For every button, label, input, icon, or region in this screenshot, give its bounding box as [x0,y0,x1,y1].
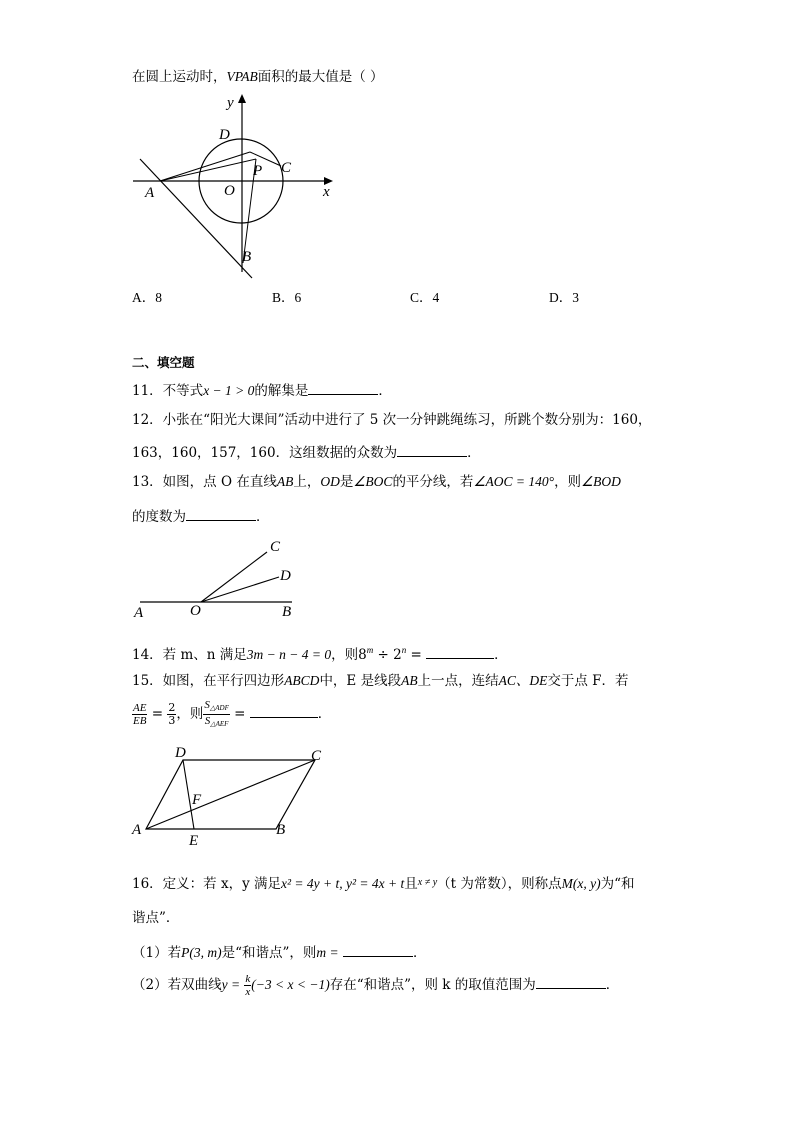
answer-blank[interactable] [250,703,318,718]
q11: 11．不等式x − 1 > 0的解集是 ． [132,380,392,400]
label-c: C [270,539,281,555]
answer-blank[interactable] [397,442,467,457]
label-d: D [280,568,291,584]
label-a: A [132,822,142,838]
fraction-k-over-x: $\frac{k}{x}$ [245,973,251,998]
label-o: O [224,183,235,199]
ray-od [201,577,279,602]
label-o: O [190,603,201,619]
label-c: C [281,160,292,176]
q14: 14．若 m、n 满足3m − n − 4 = 0，则$8^m \div 2^n$ = ． [132,645,508,663]
ray-oc [201,552,267,602]
answer-blank[interactable] [536,974,606,989]
label-d: D [175,745,186,761]
label-a: A [145,185,155,201]
line-ab [140,159,252,278]
option-b: B．6 [272,290,302,305]
label-b: B [282,604,292,620]
q16-sub2: （2）若双曲线y = $\frac{k}{x}$ (−3 < x < −1)存在“和谐点”，则 k 的取值范围为 ． [132,973,620,998]
q15-figure [128,742,338,850]
answer-blank[interactable] [426,644,494,659]
label-b: B [276,822,286,838]
q16-sub1: （1）若P(3, m)是“和谐点”，则m = ． [132,942,426,962]
q16-line1: 16．定义：若 x，y 满足x² = 4y + t, y² = 4x + t且$^{x \ne y}$（t 为常数），则称点M(x, y)为“和 [132,876,635,892]
segment-ad [160,152,250,181]
label-d: D [219,127,230,143]
q10-stem: 在圆上运动时，VPAB面积的最大值是（ ） [132,69,384,85]
label-b: B [242,249,252,265]
q15-line2: $\frac{AE}{EB}$ = $\frac{2}{3}$ ，则 $\frac{S_{\triangle ADF}}{S_{\triangle AEF}}$ = ． [133,699,332,728]
label-e: E [189,833,199,849]
y-axis-arrow [238,94,246,103]
q13-line1: 13．如图，点 O 在直线AB上，OD是∠BOC的平分线，若∠AOC = 140°，则∠BOD [132,474,621,490]
q12-line2: 163，160，157，160．这组数据的众数为 ． [132,442,481,462]
section-header: 二、填空题 [132,355,195,370]
option-c: C．4 [410,290,440,305]
label-f: F [192,792,202,808]
option-a: A．8 [132,290,162,305]
q13-line2: 的度数为 ． [132,506,270,526]
answer-blank[interactable] [308,380,378,395]
label-a: A [134,605,144,620]
label-p: P [253,163,263,179]
q15-line1: 15．如图，在平行四边形ABCD中，E 是线段AB上一点，连结AC、DE交于点 F．若 [132,673,629,689]
fraction-2-3: $\frac{2}{3}$ [168,701,176,727]
answer-blank[interactable] [343,942,413,957]
q12-line1: 12．小张在“阳光大课间”活动中进行了 5 次一分钟跳绳练习，所跳个数分别为：160， [132,412,652,428]
q13-figure [130,535,310,620]
label-c: C [311,748,322,764]
q10-figure [125,90,345,280]
fraction-ae-eb: $\frac{AE}{EB}$ [133,702,147,727]
fraction-area-ratio: $\frac{S_{\triangle ADF}}{S_{\triangle AEF}}$ [204,699,229,728]
option-d: D．3 [549,290,579,305]
label-y: y [227,95,234,111]
answer-blank[interactable] [186,506,256,521]
label-x: x [323,184,330,200]
diagonal-ac [146,760,315,829]
q16-line2: 谐点”． [132,910,180,926]
